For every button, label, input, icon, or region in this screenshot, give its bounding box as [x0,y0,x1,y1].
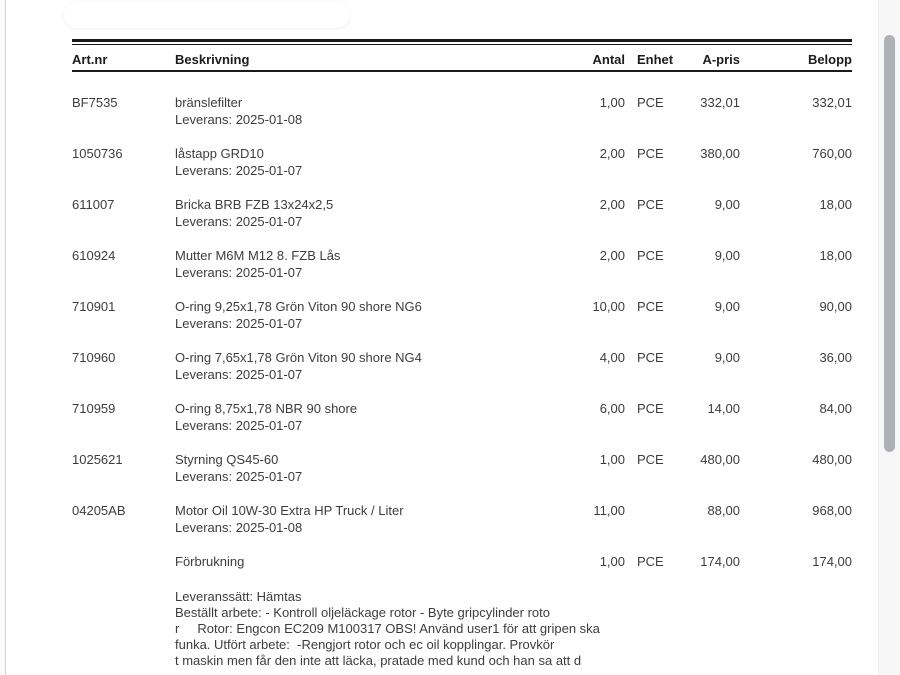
quantity-cell: 2,00 [599,248,625,263]
description-cell: Förbrukning [175,554,245,569]
description-cell: Motor Oil 10W-30 Extra HP Truck / Liter [175,503,404,518]
description-cell: låstapp GRD10 [175,146,264,161]
description-cell: bränslefilter [175,95,243,110]
quantity-cell: 11,00 [593,503,625,518]
table-rows [72,94,852,604]
note-line: t maskin men får den inte att läcka, pratade med kund och han sa att d [175,653,582,668]
description-cell: O-ring 8,75x1,78 NBR 90 shore [175,401,358,416]
unit-cell: PCE [637,146,664,161]
unit-price-cell: 380,00 [700,146,740,161]
unit-price-cell: 9,00 [714,197,740,212]
delivery-cell: Leverans: 2025-01-07 [175,214,303,229]
table-row [72,451,852,502]
column-header-beskrivning: Beskrivning [175,52,250,67]
artnr-cell: 710959 [72,401,116,416]
quantity-cell: 2,00 [599,146,625,161]
unit-price-cell: 88,00 [707,503,740,518]
unit-cell: PCE [637,554,664,569]
scrollbar-thumb[interactable] [884,35,895,452]
artnr-cell: BF7535 [72,95,118,110]
delivery-cell: Leverans: 2025-01-08 [175,112,303,127]
amount-cell: 760,00 [812,146,852,161]
description-cell: Mutter M6M M12 8. FZB Lås [175,248,341,263]
amount-cell: 968,00 [812,503,852,518]
unit-price-cell: 9,00 [714,248,740,263]
column-header-enhet: Enhet [637,52,674,67]
unit-price-cell: 332,01 [700,95,740,110]
quantity-cell: 6,00 [599,401,625,416]
unit-price-cell: 480,00 [700,452,740,467]
artnr-cell: 611007 [72,197,115,212]
table-top-rule-thick [72,39,852,42]
description-cell: O-ring 7,65x1,78 Grön Viton 90 shore NG4 [175,350,422,365]
amount-cell: 84,00 [819,401,852,416]
delivery-cell: Leverans: 2025-01-07 [175,469,303,484]
table-header-row [72,52,852,68]
description-cell: Styrning QS45-60 [175,452,279,467]
artnr-cell: 710960 [72,350,116,365]
artnr-cell: 1050736 [72,146,123,161]
unit-cell: PCE [637,299,664,314]
unit-cell: PCE [637,197,664,212]
delivery-cell: Leverans: 2025-01-07 [175,418,303,433]
quantity-cell: 1,00 [599,452,625,467]
unit-cell: PCE [637,401,664,416]
description-cell: Bricka BRB FZB 13x24x2,5 [175,197,334,212]
table-row [72,247,852,298]
scrollbar-track[interactable] [878,0,900,675]
quantity-cell: 2,00 [599,197,625,212]
artnr-cell: 710901 [72,299,116,314]
unit-cell: PCE [637,248,664,263]
table-top-rule-thin [72,44,852,45]
table-row [72,349,852,400]
artnr-cell: 1025621 [72,452,123,467]
table-row [72,145,852,196]
amount-cell: 332,01 [812,95,852,110]
quantity-cell: 1,00 [599,554,625,569]
amount-cell: 480,00 [812,452,852,467]
unit-price-cell: 9,00 [714,299,740,314]
unit-price-cell: 174,00 [700,554,740,569]
unit-cell: PCE [637,350,664,365]
column-header-antal: Antal [592,52,625,67]
note-line: funka. Utfört arbete: -Rengjort rotor och ec oil kopplingar. Provkör [175,637,555,652]
table-row [72,196,852,247]
amount-cell: 174,00 [812,554,852,569]
note-line: Beställt arbete: - Kontroll oljeläckage rotor - Byte gripcylinder roto [175,605,551,620]
table-header-bottom-rule [72,70,852,72]
note-line: r Rotor: Engcon EC209 M100317 OBS! Använd user1 för att gripen ska [175,621,600,636]
amount-cell: 90,00 [819,299,852,314]
notes-block [175,589,755,669]
delivery-cell: Leverans: 2025-01-07 [175,163,303,178]
unit-cell: PCE [637,452,664,467]
table-row [72,298,852,349]
quantity-cell: 1,00 [599,95,625,110]
note-line: Leveranssätt: Hämtas [175,589,302,604]
table-row [72,94,852,145]
amount-cell: 36,00 [819,350,852,365]
delivery-cell: Leverans: 2025-01-07 [175,367,303,382]
artnr-cell: 04205AB [72,503,126,518]
page-edge-divider [5,0,6,675]
delivery-cell: Leverans: 2025-01-07 [175,316,303,331]
description-cell: O-ring 9,25x1,78 Grön Viton 90 shore NG6 [175,299,422,314]
column-header-apris: A-pris [702,52,740,67]
artnr-cell: 610924 [72,248,116,263]
table-row [72,400,852,451]
delivery-cell: Leverans: 2025-01-07 [175,265,303,280]
quantity-cell: 10,00 [592,299,625,314]
redacted-header-area [64,2,350,28]
column-header-artnr: Art.nr [72,52,108,67]
unit-cell: PCE [637,95,664,110]
amount-cell: 18,00 [819,248,852,263]
table-row [72,502,852,553]
quantity-cell: 4,00 [599,350,625,365]
delivery-cell: Leverans: 2025-01-08 [175,520,303,535]
column-header-belopp: Belopp [807,52,852,67]
unit-price-cell: 14,00 [707,401,740,416]
unit-price-cell: 9,00 [714,350,740,365]
amount-cell: 18,00 [819,197,852,212]
